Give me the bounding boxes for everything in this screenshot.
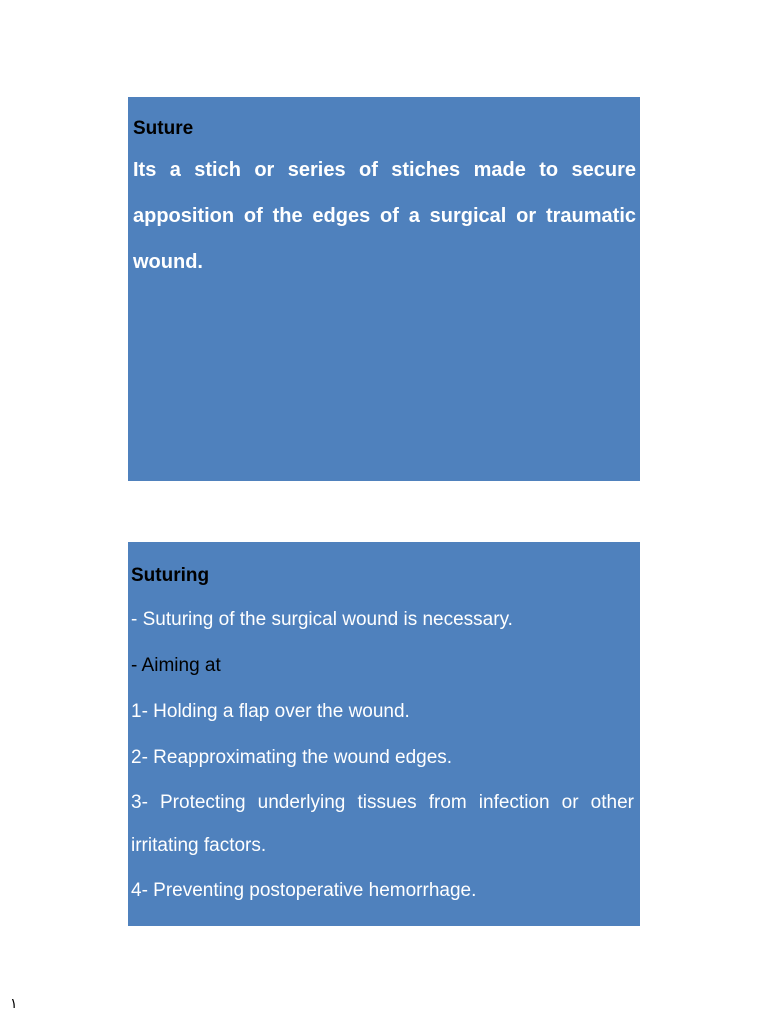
bullet-line: - Suturing of the surgical wound is necessary. [131, 609, 513, 630]
bullet-line: - Aiming at [131, 655, 221, 676]
slide-suture [128, 97, 640, 481]
list-item: 3- Protecting underlying tissues from infection or other irritating factors. [131, 792, 634, 856]
page-number: ١ [10, 996, 18, 1012]
slide-title: Suturing [131, 565, 210, 586]
slide-title: Suture [133, 118, 194, 139]
slide-suturing [128, 542, 640, 926]
definition-text: Its a stich or series of stiches made to secure apposition of the edges of a surgical or traumatic wound. [133, 159, 636, 273]
list-item: 2- Reapproximating the wound edges. [131, 747, 453, 768]
list-item: 4- Preventing postoperative hemorrhage. [131, 880, 477, 901]
list-item: 1- Holding a flap over the wound. [131, 701, 410, 722]
